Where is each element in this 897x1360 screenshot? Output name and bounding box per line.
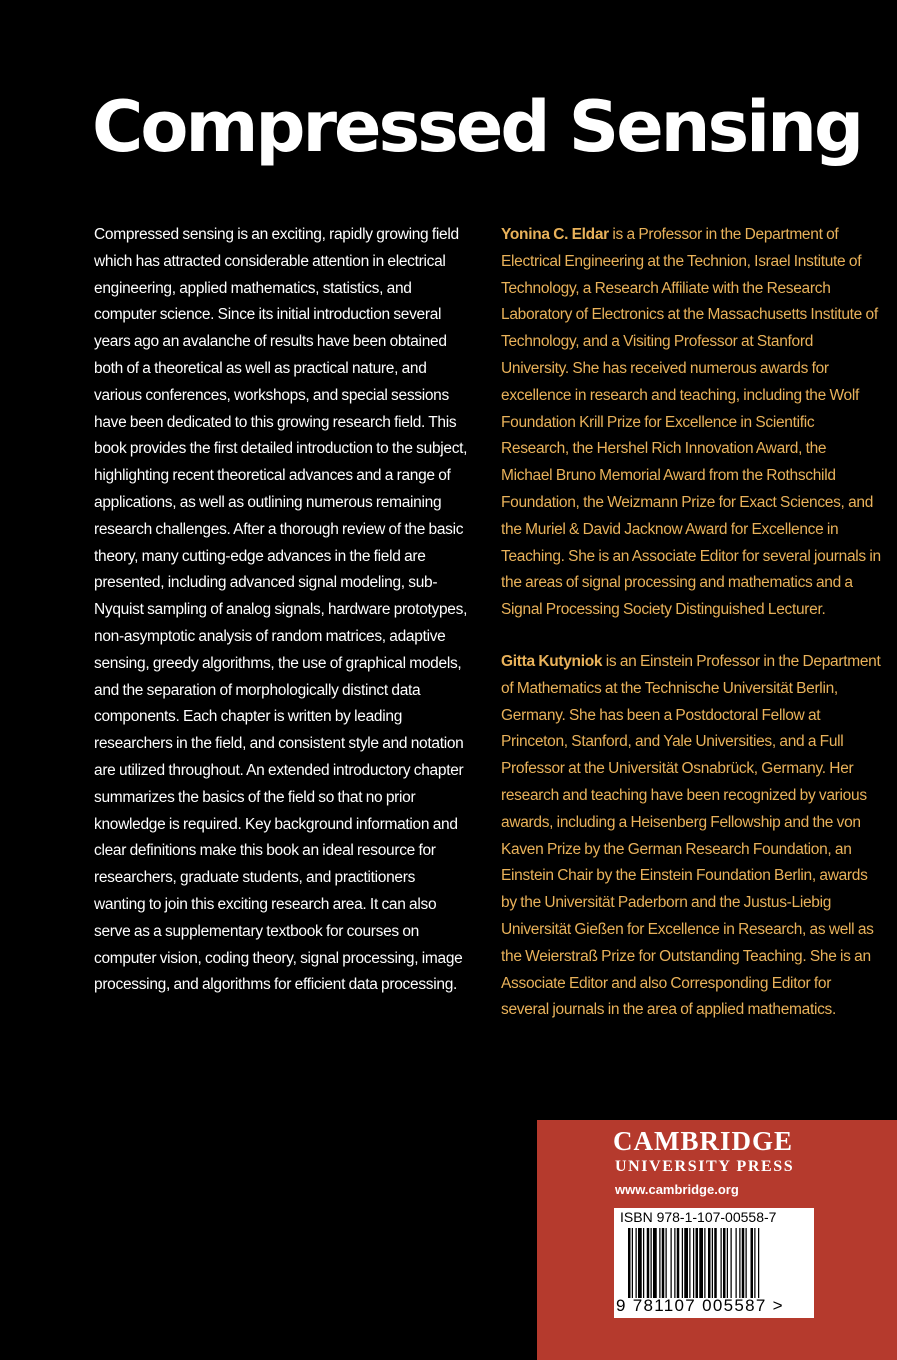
author-bios: [501, 222, 881, 1049]
barcode-graphic: [628, 1228, 804, 1298]
barcode-box: [614, 1208, 814, 1318]
barcode-bar: [666, 1228, 667, 1298]
barcode-bar: [671, 1228, 672, 1298]
barcode-bar: [684, 1228, 688, 1298]
barcode-bar: [751, 1228, 754, 1298]
barcode-bar: [693, 1228, 694, 1298]
book-title: Compressed Sensing: [92, 86, 862, 168]
barcode-digits: 9 781107 005587 >: [616, 1296, 784, 1315]
barcode-bar: [643, 1228, 644, 1298]
barcode-bar: [758, 1228, 759, 1298]
barcode-bar: [727, 1228, 728, 1298]
barcode-bar: [653, 1228, 657, 1298]
barcode-bar: [712, 1228, 713, 1298]
barcode-bar: [647, 1228, 650, 1298]
barcode-bar: [721, 1228, 722, 1298]
isbn-label: ISBN 978-1-107-00558-7: [620, 1209, 777, 1225]
author-bio-eldar: [501, 222, 881, 624]
barcode-bar: [723, 1228, 726, 1298]
barcode-bar: [736, 1228, 737, 1298]
barcode-bar: [632, 1228, 633, 1298]
book-description: Compressed sensing is an exciting, rapidly growing field which has attracted considerable attention in electrical engineering, applied mathematics, statistics, and computer science. Since its initial introduction several years ago an avalanche of results have been obtained both of a theoretical as well as practical nature, and various conferences, workshops, and special sessions have been dedicated to this growing research field. This book provides the first detailed introduction to the subject, highlighting recent theoretical advances and a range of applications, as well as outlining numerous remaining research challenges. After a thorough review of the basic theory, many cutting-edge advances in the field are presented, including advanced signal modeling, sub-Nyquist sampling of analog signals, hardware prototypes, non-asymptotic analysis of random matrices, adaptive sensing, greedy algorithms, the use of graphical models, and the separation of morphologically distinct data components. Each chapter is written by leading researchers in the field, and consistent style and notation are utilized throughout. An extended introductory chapter summarizes the basics of the field so that no prior knowledge is required. Key background information and clear definitions make this book an ideal resource for researchers, graduate students, and practitioners wanting to join this exciting research area. It can also serve as a supplementary textbook for courses on computer vision, coding theory, signal processing, image processing, and algorithms for efficient data processing.: [94, 226, 468, 994]
barcode-bar: [662, 1228, 665, 1298]
barcode-bar: [708, 1228, 711, 1298]
barcode-bar: [674, 1228, 675, 1298]
author-bio-text: is an Einstein Professor in the Department of Mathematics at the Technische Universität Berlin, Germany. She has been a Postdoctoral Fellow at Princeton, Stanford, and Yale Universities, and a Full Professor at the Universität Osnabrück, Germany. Her research and teaching have been recognized by various awards, including a Heisenberg Fellowship and the von Kaven Prize by the German Research Foundation, an Einstein Chair by the Einstein Foundation Berlin, awards by the Universität Paderborn and the Justus-Liebig Universität Gießen for Excellence in Research, as well as the Weierstraß Prize for Outstanding Teaching. She is an Associate Editor and also Corresponding Editor for several journals in the area of applied mathematics.: [501, 652, 881, 1019]
author-name: Yonina C. Eldar: [501, 226, 609, 243]
barcode-bar: [704, 1228, 705, 1298]
barcode-bar: [742, 1228, 745, 1298]
barcode-bar: [651, 1228, 652, 1298]
author-name: Gitta Kutyniok: [501, 652, 603, 670]
barcode-bar: [699, 1228, 703, 1298]
barcode-bar: [638, 1228, 642, 1298]
barcode-bar: [682, 1228, 683, 1298]
author-bio-text: is a Professor in the Department of Electrical Engineering at the Technion, Israel Institute of Technology, a Research Affiliate with the Research Laboratory of Electronics at the Massachusetts Institute of Technology, and a Visiting Professor at Stanford University. She has received numerous awards for excellence in research and teaching, including the Wolf Foundation Krill Prize for Excellence in Scientific Research, the Hershel Rich Innovation Award, the Michael Bruno Memorial Award from the Rothschild Foundation, the Weizmann Prize for Exact Sciences, and the Muriel & David Jacknow Award for Excellence in Teaching. She is an Associate Editor for several journals in the areas of signal processing and mathematics and a Signal Processing Society Distinguished Lecturer.: [501, 226, 881, 619]
barcode-bar: [628, 1228, 631, 1298]
barcode-bar: [689, 1228, 690, 1298]
barcode-bar: [754, 1228, 755, 1298]
publisher-name: CAMBRIDGE: [613, 1126, 794, 1156]
publisher-subtitle: UNIVERSITY PRESS: [615, 1158, 795, 1175]
barcode-bar: [696, 1228, 699, 1298]
barcode-bar: [731, 1228, 732, 1298]
barcode-bar: [746, 1228, 747, 1298]
barcode-bar: [739, 1228, 740, 1298]
barcode-bar: [636, 1228, 637, 1298]
publisher-panel: [537, 1120, 897, 1360]
barcode-bar: [714, 1228, 717, 1298]
barcode-bar: [659, 1228, 660, 1298]
barcode-bar: [677, 1228, 680, 1298]
publisher-url: www.cambridge.org: [615, 1182, 739, 1197]
author-bio-kutyniok: [501, 649, 881, 1024]
